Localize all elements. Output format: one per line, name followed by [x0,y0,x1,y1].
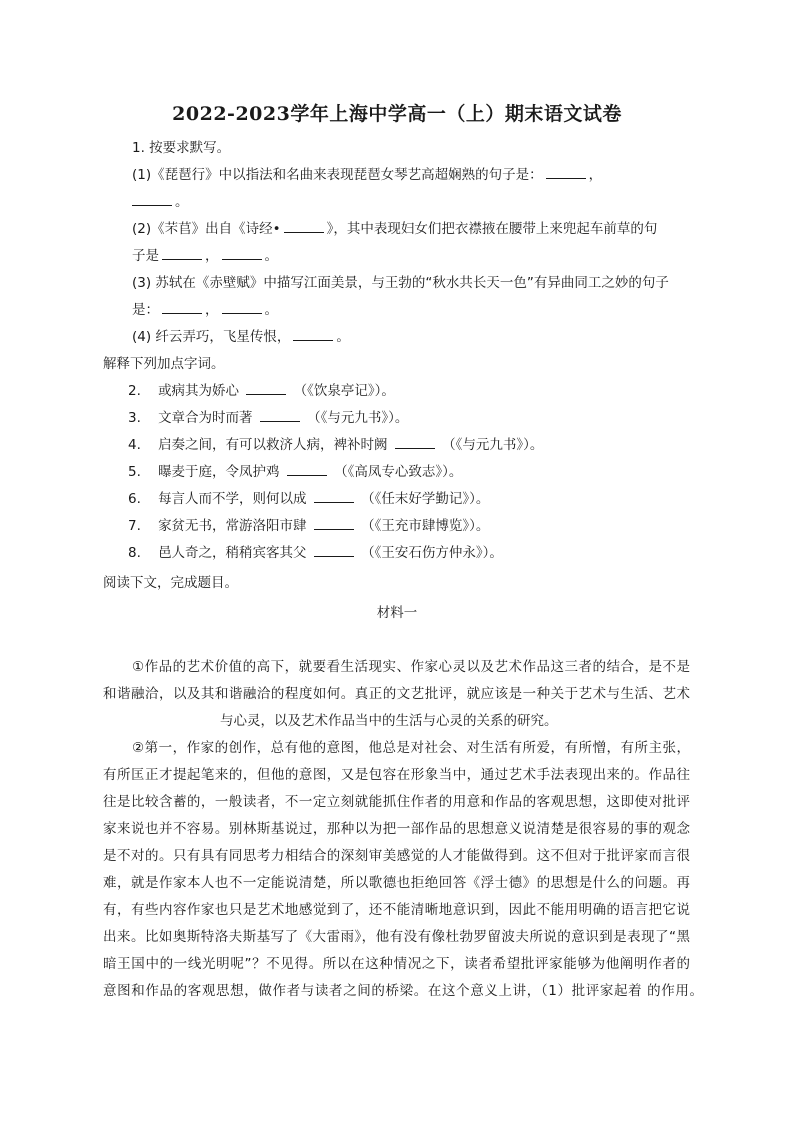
question-number: 4. [128,437,141,453]
answer-blank[interactable] [287,463,327,476]
para2-line: 意图和作品的客观思想，做作者与读者之间的桥梁。在这个意义上讲，（1）批评家起着 的作用。 [103,983,703,999]
q1-part2-prompt-cont: 》，其中表现妇女们把衣襟掖在腰带上来兜起车前草的句 [326,221,658,237]
question-item [128,463,462,481]
question-number: 7. [128,518,141,534]
para2-line: 暗王国中的一线光明呢”？不见得。所以在这种情况之下，读者希望批评家能够为他阐明作者的 [103,956,690,972]
question-source: （《高凤专心致志》）。 [334,464,463,480]
question-source: （《与元九书》）。 [442,437,544,453]
para2-line: 出来。比如奥斯特洛夫斯基写了《大雷雨》，他有没有像杜勃罗留波夫所说的意识到是表现了“黑 [103,929,690,945]
para2-line: 难，就是作家本人也不一定能说清楚，所以歌德也拒绝回答《浮士德》的思想是什么的问题。再 [103,875,690,891]
material-title: 材料一 [376,605,418,621]
para2-line: 有，有些内容作家也只是艺术地感觉到了，还不能清晰地意识到，因此不能用明确的语言把它说 [103,902,690,918]
question-text: 邑人奇之，稍稍宾客其父 [158,545,307,561]
question-item [128,544,503,562]
question-item [128,490,489,508]
reading-heading: 阅读下文，完成题目。 [103,575,238,591]
answer-blank[interactable] [260,409,300,422]
separator: ， [205,248,219,264]
answer-blank[interactable] [132,193,172,206]
para2-line: 是不对的。只有具有同思考力相结合的深刻审美感觉的人才能做得到。这不但对于批评家而言很 [103,848,690,864]
question-number: 2. [128,383,141,399]
question-text: 家贫无书，常游洛阳市肆 [158,518,307,534]
para2-line: ②第一，作家的创作，总有他的意图，他总是对社会、对生活有所爱，有所憎，有所主张， [132,740,690,756]
separator: ， [205,302,219,318]
answer-blank[interactable] [246,382,286,395]
answer-blank[interactable] [162,301,202,314]
q1-part4-line [132,328,350,346]
question-source: （《任末好学勤记》）。 [361,491,490,507]
q1-part2-prompt: (2)《芣苢》出自《诗经• [132,221,281,237]
question-text: 启奏之间，有可以救济人病，裨补时阙 [158,437,388,453]
question-number: 3. [128,410,141,426]
q1-part4-prompt: (4) 纤云弄巧，飞星传恨， [132,329,291,345]
para1-line: 和谐融洽，以及其和谐融洽的程度如何。真正的文艺批评，就应该是一种关于艺术与生活、艺术 [103,686,690,702]
explain-heading: 解释下列加点字词。 [103,356,225,372]
question-source: （《王充市肆博览》）。 [361,518,490,534]
answer-blank[interactable] [284,220,324,233]
question-source: （《王安石伤方仲永》）。 [361,545,503,561]
answer-blank[interactable] [293,328,333,341]
para2-line: 有所匡正才提起笔来的，但他的意图，又是包容在形象当中，通过艺术手法表现出来的。作品往 [103,767,690,783]
para2-line: 家来说也并不容易。别林斯基说过，那种以为把一部作品的思想意义说清楚是很容易的事的观念 [103,821,690,837]
answer-blank[interactable] [162,247,202,260]
question-text: 每言人而不学，则何以成 [158,491,307,507]
answer-blank[interactable] [395,436,435,449]
q1-part1-line2 [132,193,189,211]
question-text: 文章合为时而著 [158,410,253,426]
q1-part2-prompt-end: 子是 [132,248,159,264]
question-text: 或病其为娇心 [158,383,240,399]
question-source: （《饮泉亭记》）。 [293,383,395,399]
q1-part1-prompt: (1)《琵琶行》中以指法和名曲来表现琵琶女琴艺高超娴熟的句子是： [132,167,543,183]
question-item [128,382,395,400]
separator: 。 [264,302,278,318]
answer-blank[interactable] [222,301,262,314]
question-source: （《与元九书》）。 [307,410,409,426]
para1-line: 与心灵，以及艺术作品当中的生活与心灵的关系的研究。 [220,713,558,729]
question-item [128,409,408,427]
answer-blank[interactable] [314,490,354,503]
q1-part1-line1 [132,166,602,184]
q1-head: 1. 按要求默写。 [132,140,231,156]
question-text: 曝麦于庭，令凤护鸡 [158,464,280,480]
q1-part2-line2 [132,247,278,265]
separator: 。 [336,329,350,345]
question-number: 5. [128,464,141,480]
answer-blank[interactable] [314,544,354,557]
answer-blank[interactable] [222,247,262,260]
question-number: 6. [128,491,141,507]
answer-blank[interactable] [546,166,586,179]
separator: ， [588,167,603,183]
question-item [128,517,489,535]
q1-part3-line1: (3) 苏轼在《赤壁赋》中描写江面美景，与王勃的“秋水共长天一色”有异曲同工之妙的句子 [132,275,669,291]
question-item [128,436,543,454]
question-number: 8. [128,545,141,561]
q1-part3-line2 [132,301,278,319]
answer-blank[interactable] [314,517,354,530]
separator: 。 [175,194,189,210]
para2-line: 往是比较含蓄的，一般读者，不一定立刻就能抓住作者的用意和作品的客观思想，这即使对批评 [103,794,690,810]
q1-part3-prompt-end: 是： [132,302,159,318]
para1-line: ①作品的艺术价值的高下，就要看生活现实、作家心灵以及艺术作品这三者的结合，是不是 [132,659,690,675]
exam-title: 2022-2023学年上海中学高一（上）期末语文试卷 [172,103,622,125]
separator: 。 [264,248,278,264]
q1-part2-line1 [132,220,657,238]
